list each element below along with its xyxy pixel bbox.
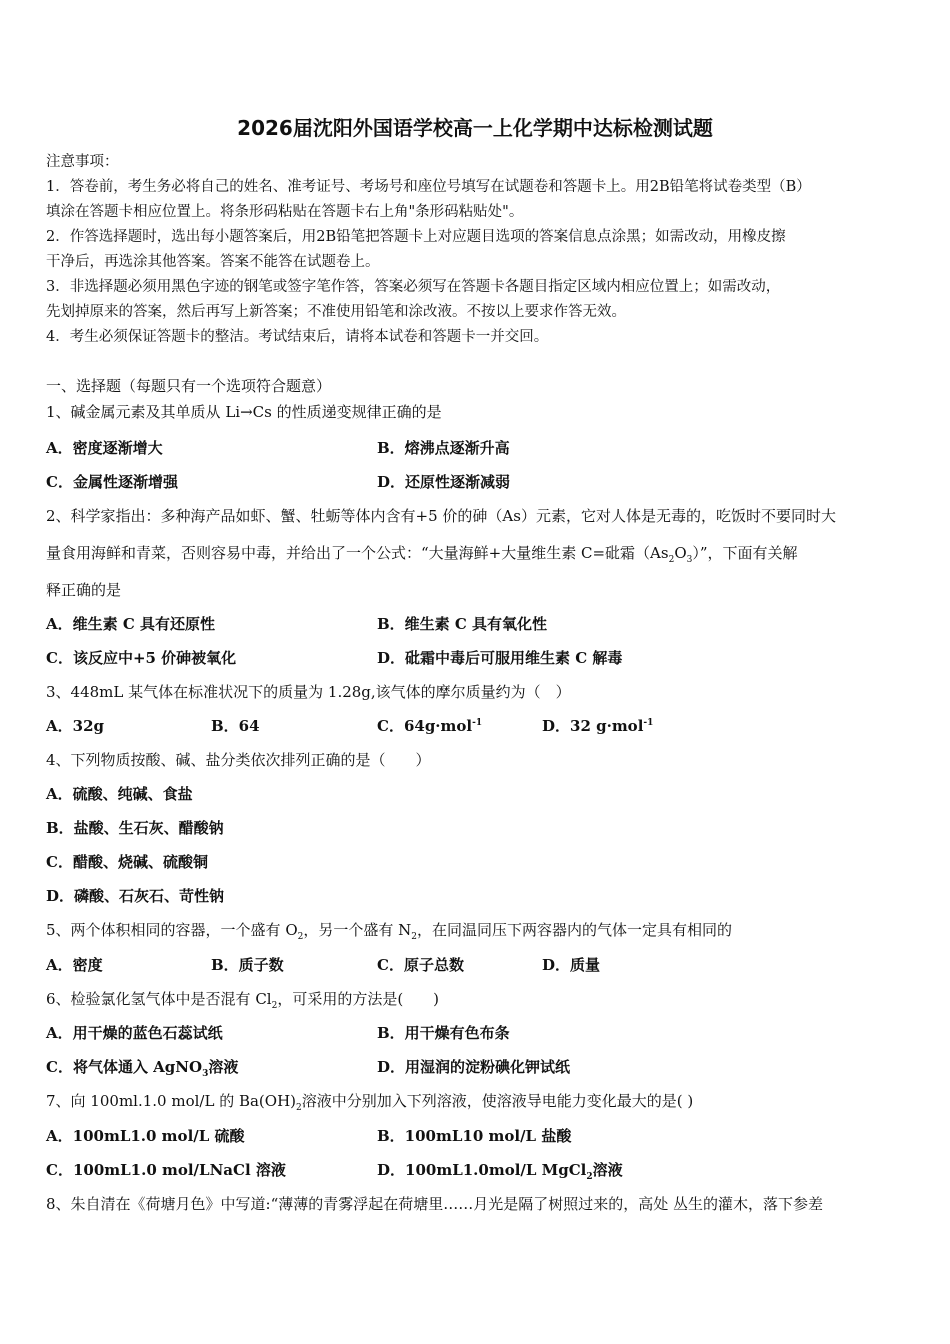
notes-line: 干净后，再选涂其他答案。答案不能答在试题卷上。 — [46, 254, 380, 270]
q6-option-d: D．用湿润的淀粉碘化钾试纸 — [377, 1058, 571, 1076]
q6-option-b: B．用干燥有色布条 — [377, 1024, 510, 1042]
notes-line: 4．考生必须保证答题卡的整洁。考试结束后，请将本试卷和答题卡一并交回。 — [46, 329, 549, 345]
q3-option-b: B．64 — [211, 717, 260, 735]
question-2-stem-line1: 2、科学家指出：多种海产品如虾、蟹、牡蛎等体内含有+5 价的砷（As）元素，它对人体是无毒的，吃饭时不要同时大 — [46, 507, 836, 525]
q4-option-c: C．醋酸、烧碱、硫酸铜 — [46, 853, 208, 871]
q4-option-d: D．磷酸、石灰石、苛性钠 — [46, 887, 225, 905]
q2-option-b: B．维生素 C 具有氧化性 — [377, 615, 548, 633]
q5-option-b: B．质子数 — [211, 956, 284, 974]
question-7-stem: 7、向 100ml.1.0 mol/L 的 $Ba(OH)_2$溶液中分别加入下列溶液，使溶液导电能力变化最大的是( ) — [46, 1092, 694, 1113]
q3-option-c: C．64g·mol$^{-1}$ — [377, 717, 483, 735]
q5-option-d: D．质量 — [542, 956, 601, 974]
q3-option-a: A．32g — [46, 717, 105, 735]
page-title: 2026届沈阳外国语学校高一上化学期中达标检测试题 — [237, 116, 713, 140]
notes-heading: 注意事项： — [46, 154, 119, 170]
question-3-stem: 3、448mL 某气体在标准状况下的质量为 1.28g,该气体的摩尔质量约为（ ） — [46, 683, 571, 701]
q1-option-d: D．还原性逐渐减弱 — [377, 473, 511, 491]
q7-option-c: C．100mL1.0 mol/LNaCl 溶液 — [46, 1161, 286, 1179]
notes-line: 1．答卷前，考生务必将自己的姓名、准考证号、考场号和座位号填写在试题卷和答题卡上。用2B铅笔将试卷类型（B） — [46, 179, 811, 195]
question-2-stem-line2: 量食用海鲜和青菜，否则容易中毒，并给出了一个公式：“大量海鲜+大量维生素 C=砒霜$(As_2O_3)$”，下面有关解 — [46, 544, 798, 565]
notes-line: 先划掉原来的答案，然后再写上新答案；不准使用铅笔和涂改液。不按以上要求作答无效。 — [46, 304, 626, 320]
q3-option-d: D．32 g·mol$^{-1}$ — [542, 717, 654, 735]
q1-option-a: A．密度逐渐增大 — [46, 439, 163, 457]
q7-option-d: D．100mL1.0mol/L MgCl$_2$溶液 — [377, 1161, 623, 1182]
q5-option-c: C．原子总数 — [377, 956, 464, 974]
notes-line: 填涂在答题卡相应位置上。将条形码粘贴在答题卡右上角"条形码粘贴处"。 — [46, 204, 524, 220]
q2-option-c: C．该反应中+5 价砷被氧化 — [46, 649, 237, 667]
q1-option-b: B．熔沸点逐渐升高 — [377, 439, 510, 457]
q2-option-d: D．砒霜中毒后可服用维生素 C 解毒 — [377, 649, 623, 667]
question-5-stem: 5、两个体积相同的容器，一个盛有 $O_2$，另一个盛有 $N_2$，在同温同压下两容器内的气体一定具有相同的 — [46, 921, 733, 942]
notes-block — [46, 150, 908, 350]
question-8-stem: 8、朱自清在《荷塘月色》中写道:“薄薄的青雾浮起在荷塘里……月光是隔了树照过来的，高处 丛生的灌木，落下参差 — [46, 1195, 824, 1213]
q4-option-b: B．盐酸、生石灰、醋酸钠 — [46, 819, 224, 837]
question-1-stem: 1、碱金属元素及其单质从 Li→Cs 的性质递变规律正确的是 — [46, 403, 442, 421]
question-4-stem: 4、下列物质按酸、碱、盐分类依次排列正确的是（ ） — [46, 751, 431, 769]
notes-line: 3．非选择题必须用黑色字迹的钢笔或签字笔作答，答案必须写在答题卡各题目指定区域内相应位置上；如需改动， — [46, 279, 781, 295]
q2-option-a: A．维生素 C 具有还原性 — [46, 615, 216, 633]
question-6-stem: 6、检验氯化氢气体中是否混有 $Cl_2$，可采用的方法是( ) — [46, 990, 440, 1011]
section-heading: 一、选择题（每题只有一个选项符合题意） — [46, 377, 332, 395]
q1-option-c: C．金属性逐渐增强 — [46, 473, 178, 491]
q4-option-a: A．硫酸、纯碱、食盐 — [46, 785, 193, 803]
q5-option-a: A．密度 — [46, 956, 103, 974]
q7-option-b: B．100mL10 mol/L 盐酸 — [377, 1127, 572, 1145]
notes-line: 2．作答选择题时，选出每小题答案后，用2B铅笔把答题卡上对应题目选项的答案信息点涂黑；如需改动，用橡皮擦 — [46, 229, 786, 245]
q6-option-c: C．将气体通入 AgNO$_3$溶液 — [46, 1058, 239, 1079]
question-2-stem-line3: 释正确的是 — [46, 581, 122, 599]
q6-option-a: A．用干燥的蓝色石蕊试纸 — [46, 1024, 223, 1042]
q7-option-a: A．100mL1.0 mol/L 硫酸 — [46, 1127, 245, 1145]
